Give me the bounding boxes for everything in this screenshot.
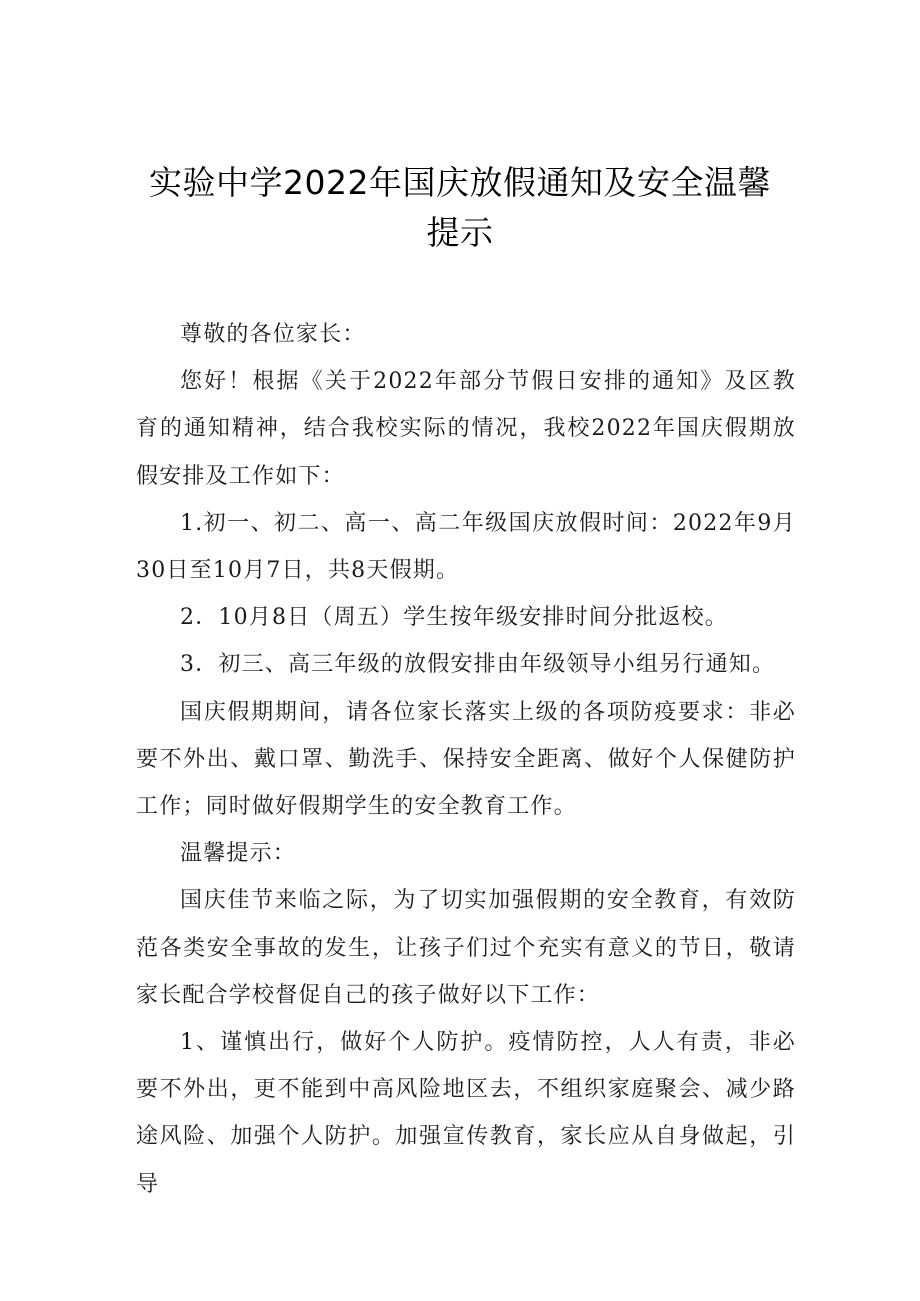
title-line-1: 实验中学2022年国庆放假通知及安全温馨 bbox=[149, 163, 771, 202]
paragraph-reminder-1: 1、谨慎出行，做好个人防护。疫情防控，人人有责，非必要不外出，更不能到中高风险地区去，不组织家庭聚会、减少路途风险、加强个人防护。加强宣传教育，家长应从自身做起，引导 bbox=[136, 1030, 796, 1197]
paragraph-item-3: 3．初三、高三年级的放假安排由年级领导小组另行通知。 bbox=[180, 652, 776, 678]
document-title bbox=[130, 158, 790, 258]
reminder-heading: 温馨提示： bbox=[180, 841, 297, 867]
paragraph-item-2: 2．10月8日（周五）学生按年级安排时间分批返校。 bbox=[180, 605, 728, 631]
document-body bbox=[136, 311, 796, 1208]
paragraph-reminder-intro: 国庆佳节来临之际，为了切实加强假期的安全教育，有效防范各类安全事故的发生，让孩子们过个充实有意义的节日，敬请家长配合学校督促自己的孩子做好以下工作： bbox=[136, 888, 796, 1008]
salutation: 尊敬的各位家长： bbox=[180, 322, 366, 347]
paragraph-item-1: 1.初一、初二、高一、高二年级国庆放假时间：2022年9月30日至10月7日，共8天假期。 bbox=[136, 510, 796, 584]
title-line-2: 提示 bbox=[426, 213, 494, 252]
paragraph-epidemic: 国庆假期期间，请各位家长落实上级的各项防疫要求：非必要不外出、戴口罩、勤洗手、保持安全距离、做好个人保健防护工作；同时做好假期学生的安全教育工作。 bbox=[136, 699, 796, 820]
paragraph-intro: 您好！根据《关于2022年部分节假日安排的通知》及区教育的通知精神，结合我校实际的情况，我校2022年国庆假期放假安排及工作如下： bbox=[136, 369, 796, 489]
